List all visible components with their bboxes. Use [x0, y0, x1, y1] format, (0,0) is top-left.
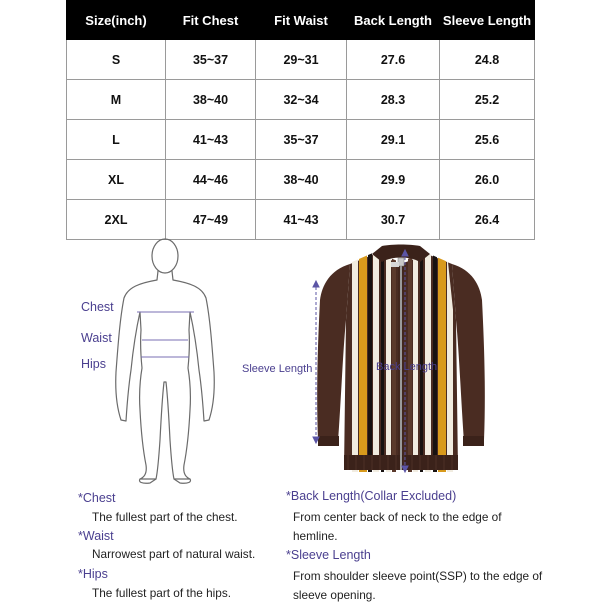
hips-definition-title: *Hips: [78, 567, 108, 581]
back-length-definition-title: *Back Length(Collar Excluded): [286, 489, 457, 503]
cell-chest: 44~46: [166, 160, 256, 200]
cardigan-illustration: [232, 240, 532, 475]
table-row: [67, 120, 535, 160]
cell-sleeve: 25.6: [440, 120, 535, 160]
cell-waist: 29~31: [256, 40, 347, 80]
table-row: [67, 200, 535, 240]
table-row: [67, 160, 535, 200]
cell-size: M: [67, 80, 166, 120]
cell-chest: 41~43: [166, 120, 256, 160]
header-back-length: Back Length: [347, 1, 440, 40]
cell-chest: 38~40: [166, 80, 256, 120]
waist-label: Waist: [81, 331, 112, 345]
hips-definition-text: The fullest part of the hips.: [92, 586, 232, 600]
cell-sleeve: 26.4: [440, 200, 535, 240]
cell-back: 27.6: [347, 40, 440, 80]
waist-definition-title: *Waist: [78, 529, 114, 543]
cell-size: 2XL: [67, 200, 166, 240]
header-fit-waist: Fit Waist: [256, 1, 347, 40]
back-length-definition-text: From center back of neck to the edge of hemline.: [293, 510, 502, 543]
cell-chest: 35~37: [166, 40, 256, 80]
cell-waist: 38~40: [256, 160, 347, 200]
header-fit-chest: Fit Chest: [166, 1, 256, 40]
sleeve-length-definition-text: From shoulder sleeve point(SSP) to the edge of sleeve opening.: [293, 569, 543, 602]
header-size: Size(inch): [67, 1, 166, 40]
cell-sleeve: 26.0: [440, 160, 535, 200]
cell-size: L: [67, 120, 166, 160]
waist-definition-text: Narrowest part of natural waist.: [92, 547, 256, 561]
cell-waist: 41~43: [256, 200, 347, 240]
cell-back: 28.3: [347, 80, 440, 120]
table-row: [67, 40, 535, 80]
cell-back: 30.7: [347, 200, 440, 240]
cell-back: 29.9: [347, 160, 440, 200]
cell-waist: 35~37: [256, 120, 347, 160]
cell-sleeve: 25.2: [440, 80, 535, 120]
chest-definition-title: *Chest: [78, 491, 116, 505]
body-measurement-figure: [0, 236, 260, 486]
cell-size: S: [67, 40, 166, 80]
chest-label: Chest: [81, 300, 114, 314]
cell-size: XL: [67, 160, 166, 200]
table-row: [67, 80, 535, 120]
cell-chest: 47~49: [166, 200, 256, 240]
cell-sleeve: 24.8: [440, 40, 535, 80]
cell-back: 29.1: [347, 120, 440, 160]
cell-waist: 32~34: [256, 80, 347, 120]
chest-definition-text: The fullest part of the chest.: [92, 510, 238, 524]
sleeve-length-definition-title: *Sleeve Length: [286, 548, 371, 562]
sleeve-length-label: Sleeve Length: [242, 363, 313, 375]
back-length-label: Back Length: [376, 361, 438, 373]
size-chart-table: [66, 0, 535, 240]
hips-label: Hips: [81, 357, 107, 371]
table-header-row: [67, 1, 535, 40]
header-sleeve-length: Sleeve Length: [440, 1, 535, 40]
